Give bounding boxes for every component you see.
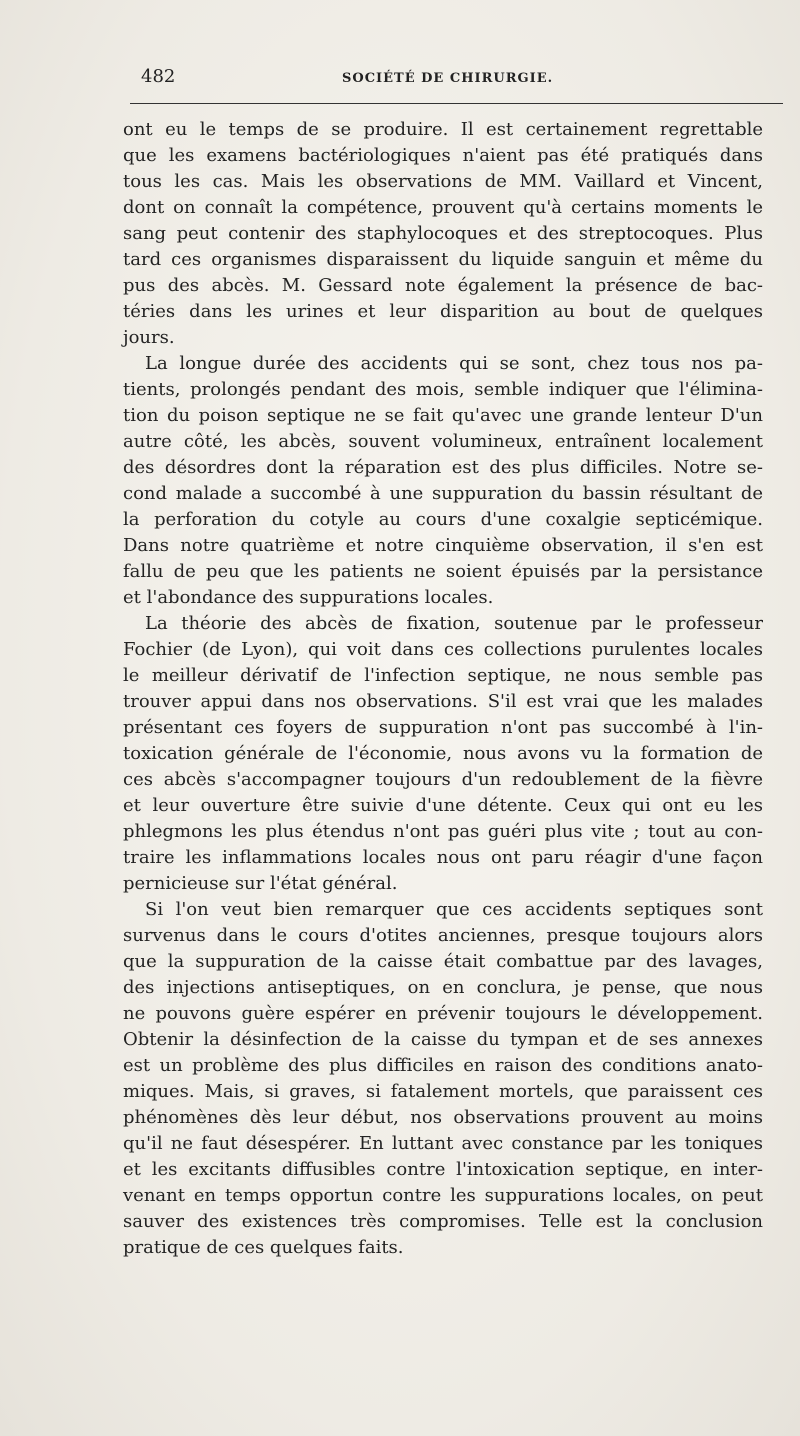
text-line: ont eu le temps de se produire. Il est certainement regrettable [123, 119, 763, 140]
text-line: cond malade a succombé à une suppuration du bassin résultant de [123, 483, 763, 504]
text-line: le meilleur dérivatif de l'infection septique, ne nous semble pas [123, 665, 763, 686]
text-line: que la suppuration de la caisse était combattue par des lavages, [123, 951, 763, 972]
text-line: dont on connaît la compétence, prouvent qu'à certains moments le [123, 197, 763, 218]
text-line: la perforation du cotyle au cours d'une coxalgie septicémique. [123, 509, 763, 530]
text-line: et leur ouverture être suivie d'une détente. Ceux qui ont eu les [123, 795, 763, 816]
text-line: autre côté, les abcès, souvent volumineux, entraînent localement [123, 431, 763, 452]
text-line: qu'il ne faut désespérer. En luttant avec constance par les toniques [123, 1133, 763, 1154]
text-line: pratique de ces quelques faits. [123, 1237, 404, 1258]
text-line: que les examens bactériologiques n'aient pas été pratiqués dans [123, 145, 763, 166]
text-line: Fochier (de Lyon), qui voit dans ces collections purulentes locales [123, 639, 763, 660]
text-line: trouver appui dans nos observations. S'il est vrai que les malades [123, 691, 763, 712]
header-rule [130, 103, 783, 104]
text-line: est un problème des plus difficiles en raison des conditions anato- [123, 1055, 763, 1076]
page-number: 482 [141, 66, 176, 87]
text-line: Obtenir la désinfection de la caisse du tympan et de ses annexes [123, 1029, 763, 1050]
text-line: sang peut contenir des staphylocoques et des streptocoques. Plus [123, 223, 763, 244]
text-line: pus des abcès. M. Gessard note également la présence de bac- [123, 275, 763, 296]
page-header [123, 64, 783, 94]
text-line: tard ces organismes disparaissent du liquide sanguin et même du [123, 249, 763, 270]
text-line: téries dans les urines et leur disparition au bout de quelques [123, 301, 763, 322]
running-title: SOCIÉTÉ DE CHIRURGIE. [342, 71, 554, 86]
text-line: jours. [123, 327, 175, 348]
text-line: La théorie des abcès de fixation, soutenue par le professeur [145, 613, 763, 634]
text-line: venant en temps opportun contre les suppurations locales, on peut [123, 1185, 763, 1206]
body-text [123, 117, 763, 1261]
text-line: tion du poison septique ne se fait qu'avec une grande lenteur D'un [123, 405, 763, 426]
text-line: phlegmons les plus étendus n'ont pas guéri plus vite ; tout au con- [123, 821, 763, 842]
text-line: toxication générale de l'économie, nous avons vu la formation de [123, 743, 763, 764]
text-line: tients, prolongés pendant des mois, semble indiquer que l'élimina- [123, 379, 763, 400]
text-line: des injections antiseptiques, on en conclura, je pense, que nous [123, 977, 763, 998]
text-line: et l'abondance des suppurations locales. [123, 587, 494, 608]
text-line: Si l'on veut bien remarquer que ces accidents septiques sont [145, 899, 763, 920]
text-line: présentant ces foyers de suppuration n'ont pas succombé à l'in- [123, 717, 763, 738]
text-line: traire les inflammations locales nous ont paru réagir d'une façon [123, 847, 763, 868]
text-line: fallu de peu que les patients ne soient épuisés par la persistance [123, 561, 763, 582]
text-line: ne pouvons guère espérer en prévenir toujours le développement. [123, 1003, 763, 1024]
text-line: tous les cas. Mais les observations de MM. Vaillard et Vincent, [123, 171, 763, 192]
text-line: La longue durée des accidents qui se sont, chez tous nos pa- [145, 353, 763, 374]
text-line: sauver des existences très compromises. Telle est la conclusion [123, 1211, 763, 1232]
text-line: des désordres dont la réparation est des plus difficiles. Notre se- [123, 457, 763, 478]
text-line: Dans notre quatrième et notre cinquième observation, il s'en est [123, 535, 763, 556]
text-line: survenus dans le cours d'otites anciennes, presque toujours alors [123, 925, 763, 946]
text-line: pernicieuse sur l'état général. [123, 873, 398, 894]
text-line: ces abcès s'accompagner toujours d'un redoublement de la fièvre [123, 769, 763, 790]
text-line: miques. Mais, si graves, si fatalement mortels, que paraissent ces [123, 1081, 763, 1102]
text-line: et les excitants diffusibles contre l'intoxication septique, en inter- [123, 1159, 763, 1180]
text-line: phénomènes dès leur début, nos observations prouvent au moins [123, 1107, 763, 1128]
